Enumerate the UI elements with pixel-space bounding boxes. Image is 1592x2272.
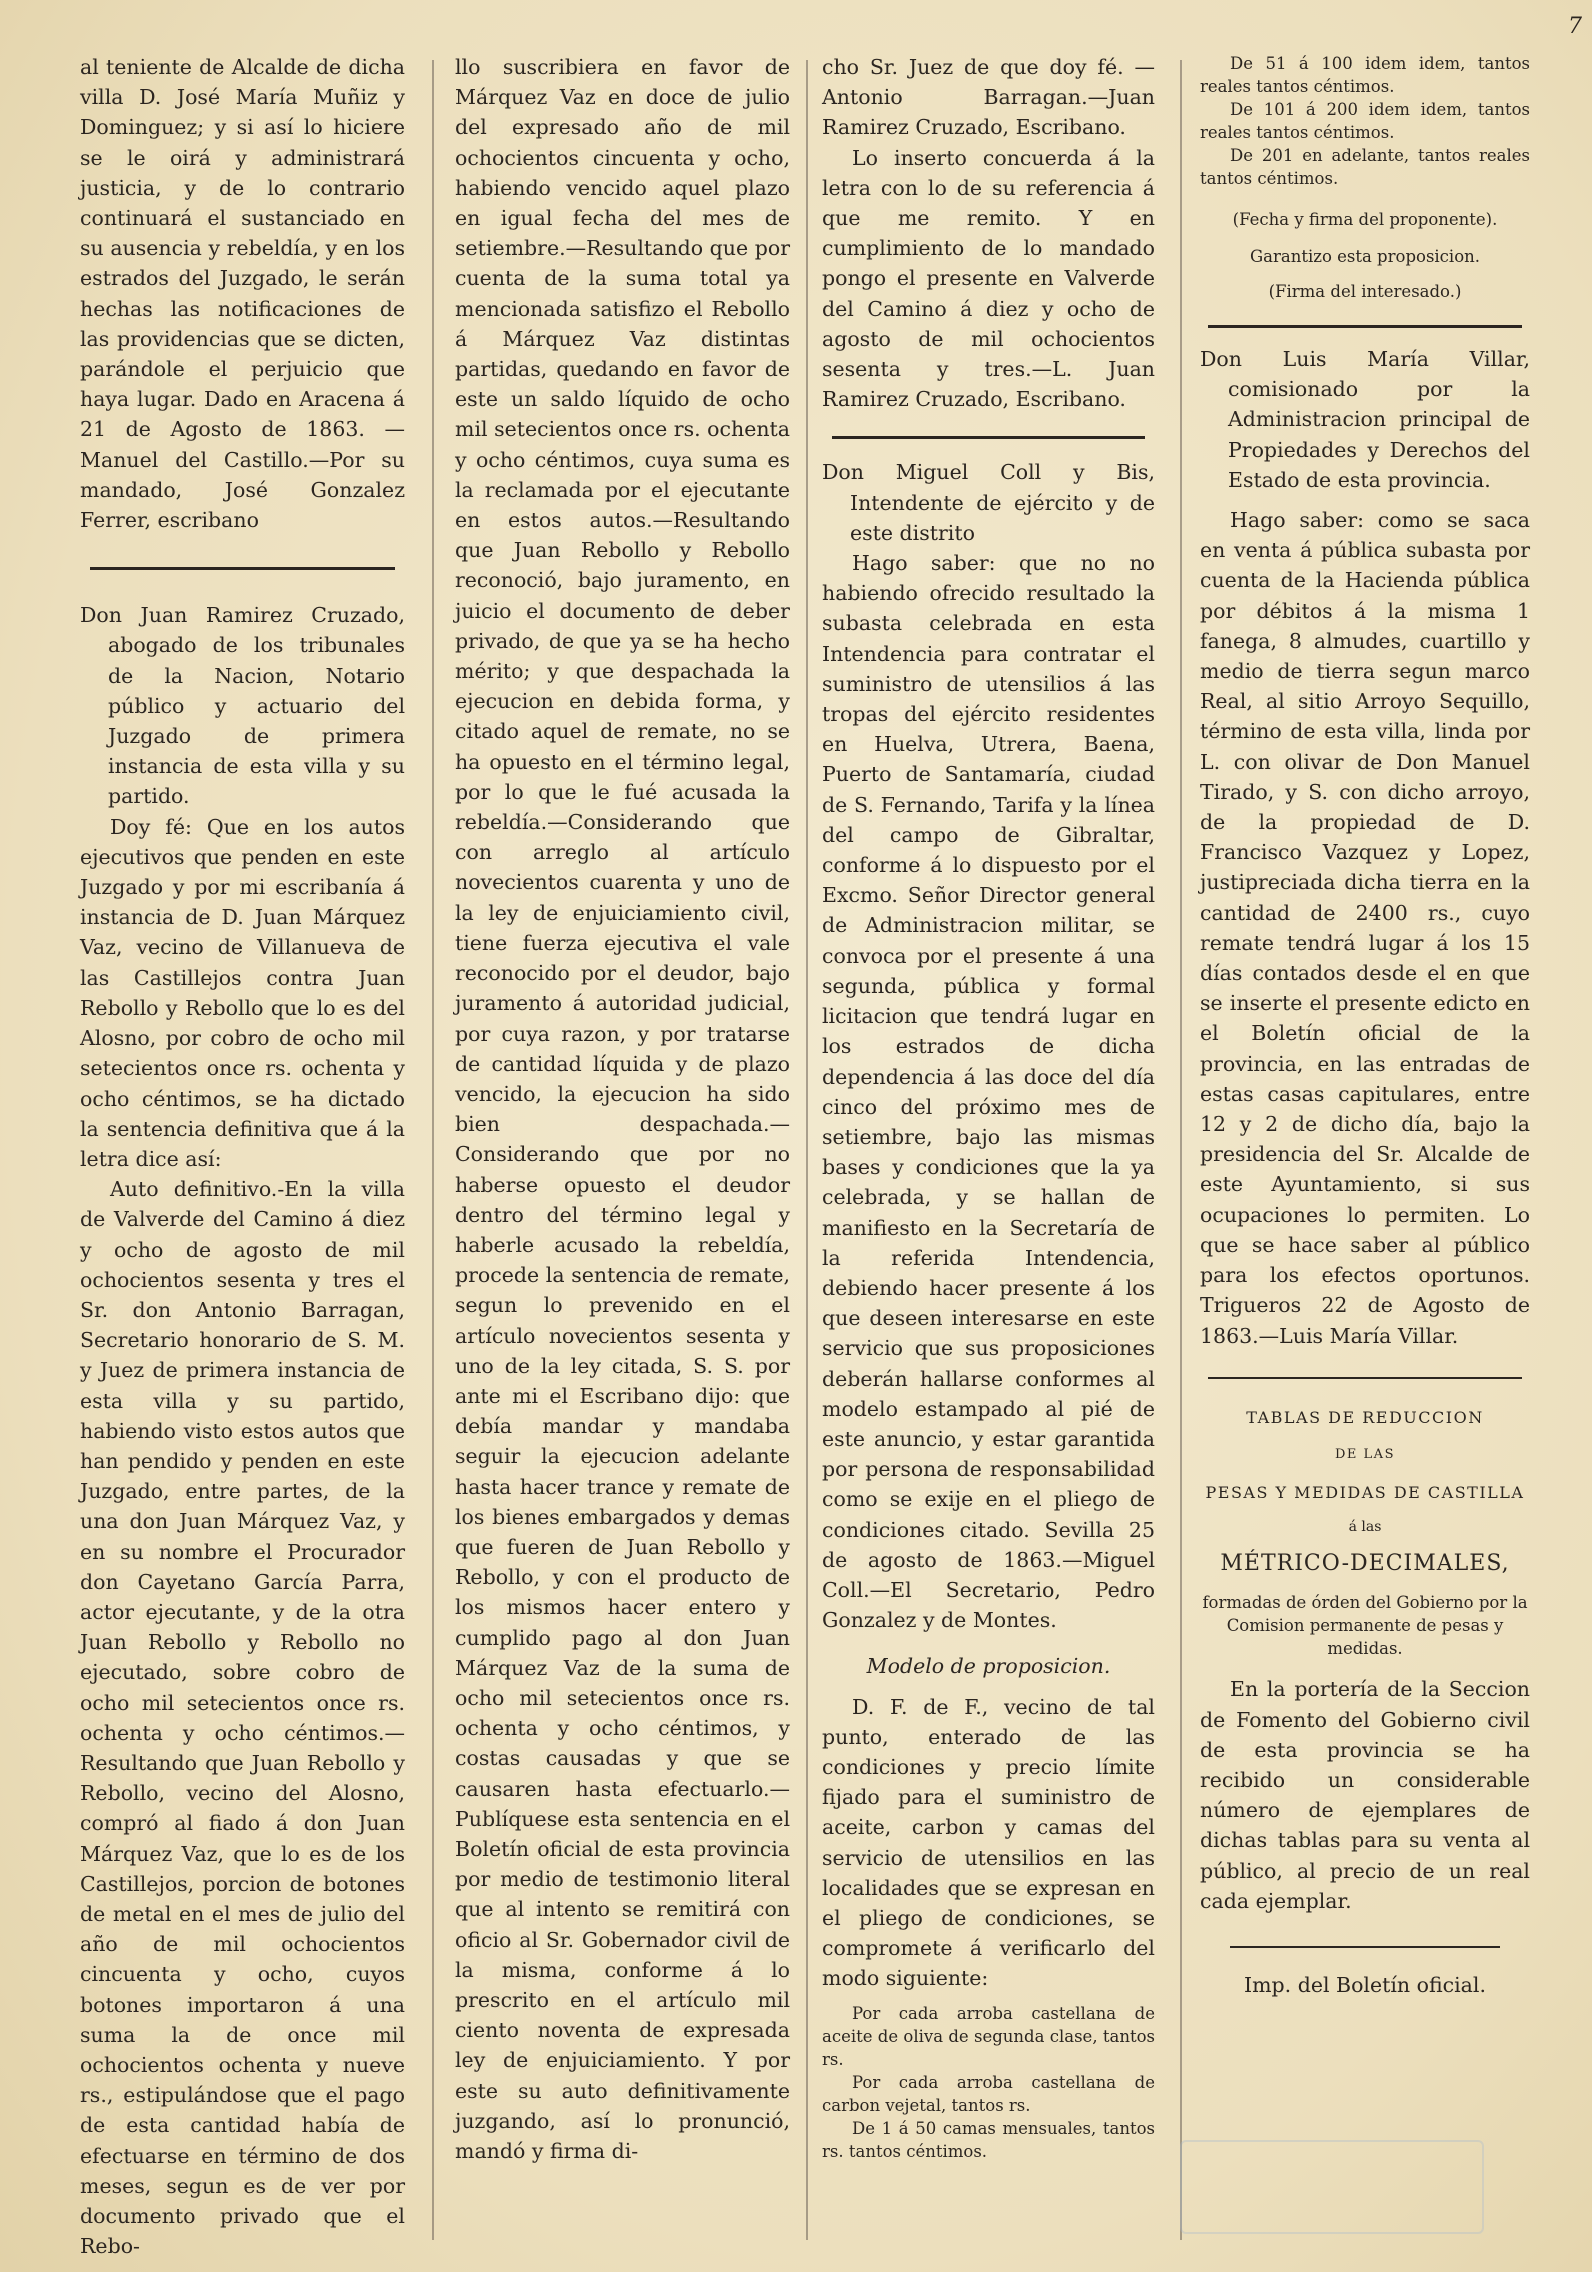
divider [1208,1377,1522,1379]
auto-definitivo-paragraph: Auto definitivo.-En la villa de Valverde del Camino á diez y ocho de agosto de mil ochocientos sesenta y tres el Sr. don Antonio Barragan, Secretario honorario de S. M. y Juez de primera instancia de esta villa y su partido, habiendo visto estos autos que han pendido y penden en este Juzgado, entre partes, de la una don Juan Márquez Vaz, y en su nombre el Procurador don Cayetano García Parra, actor ejecutante, y de la otra Juan Rebollo y Rebollo no ejecutado, sobre cobro de ocho mil setecientos once rs. ochenta y ocho céntimos.—Resultando que Juan Rebollo y Rebollo, vecino del Alosno, compró al fiado á don Juan Márquez Vaz, que lo es de los Castillejos, porcion de botones de metal en el mes de julio del año de mil ochocientos cincuenta y ocho, cuyos botones importaron á una suma la de once mil ochocientos ochenta y nueve rs., estipulándose que el pago de esta cantidad había de efectuarse en término de dos meses, segun es de ver por documento privado que el Rebo- [80,1177,405,2259]
divider [1208,325,1522,328]
page-number: 7 [1568,14,1582,39]
rate-item: Por cada arroba castellana de carbon vejetal, tantos rs. [822,2072,1155,2115]
rate-item: De 51 á 100 idem idem, tantos reales tantos céntimos. [1200,54,1530,96]
column-1 [80,52,405,2261]
formadas-orden: formadas de órden del Gobierno por la Comision permanente de pesas y medidas. [1202,1593,1528,1659]
rate-item: Por cada arroba castellana de aceite de oliva de segunda clase, tantos rs. [822,2003,1155,2069]
divider [90,567,395,570]
rate-item: De 101 á 200 idem idem, tantos reales tantos céntimos. [1200,100,1530,142]
rate-item: De 201 en adelante, tantos reales tantos céntimos. [1200,146,1530,188]
model-body: D. F. de F., vecino de tal punto, enterado de las condiciones y precio límite fijado para el suministro de aceite, carbon y camas del servicio de utensilios en las localidades que se expresan en el pliego de condiciones, se compromete á verificarlo del modo siguiente: [822,1694,1155,1991]
rate-item: De 1 á 50 camas mensuales, tantos rs. tantos céntimos. [822,2118,1155,2161]
de-las: DE LAS [1335,1446,1395,1462]
edict-ending: al teniente de Alcalde de dicha villa D. José María Muñiz y Dominguez; y si así lo hiciere se le oirá y administrará justicia, y de lo contrario continuará el sustanciado en su ausencia y rebeldía, y en los estrados del Juzgado, le serán hechas las notificaciones de las providencias que se dicten, parándole el perjuicio que haya lugar. Dado en Aracena á 21 de Agosto de 1863. —Manuel del Castillo.—Por su mandado, José Gonzalez Ferrer, escribano [80,55,405,533]
intendente-heading: Don Miguel Coll y Bis, Intendente de ejército y de este distrito [822,460,1155,545]
rates-list-continued [1200,52,1530,190]
metrico-decimales: MÉTRICO-DECIMALES, [1220,1551,1510,1577]
firma-interesado: (Firma del interesado.) [1268,282,1462,301]
column-rule-3 [1180,60,1182,2240]
column-rule-1 [432,60,434,2240]
divider [832,436,1145,439]
subasta-notice: Hago saber: que no no habiendo ofrecido resultado la subasta celebrada en esta Intendencia para contratar el suministro de utensilios á las tropas del ejército residentes en Huelva, Utrera, Baena, Puerto de Santamaría, ciudad de S. Fernando, Tarifa y la línea del campo de Gibraltar, conforme á lo dispuesto por el Excmo. Señor Director general de Administracion militar, se convoca por el presente á una segunda, pública y formal licitacion que tendrá lugar en los estrados de dicha dependencia á las doce del día cinco del próximo mes de setiembre, bajo las mismas bases y condiciones que la ya celebrada, y se hallan de manifiesto en la Secretaría de la referida Intendencia, debiendo hacer presente á los que deseen interesarse en este servicio que sus proposiciones deberán hallarse conformes al modelo estampado al pié de este anuncio, y estar garantida por persona de responsabilidad como se exije en el pliego de condiciones citado. Sevilla 25 de agosto de 1863.—Miguel Coll.—El Secretario, Pedro Gonzalez y de Montes. [822,551,1155,1633]
pesas-medidas: PESAS Y MEDIDAS DE CASTILLA [1205,1482,1525,1502]
tablas-title: TABLAS DE REDUCCION [1246,1407,1484,1427]
concordance-paragraph: Lo inserto concuerda á la letra con lo de su referencia á que me remito. Y en cumplimiento de lo mandado pongo el presente en Valverde del Camino á diez y ocho de agosto de mil ochocientos sesenta y tres.—L. Juan Ramirez Cruzado, Escribano. [822,145,1155,412]
notice-heading: Don Juan Ramirez Cruzado, abogado de los tribunales de la Nacion, Notario público y actuario del Juzgado de primera instancia de esta villa y su partido. [80,603,405,809]
doy-fe-paragraph: Doy fé: Que en los autos ejecutivos que penden en este Juzgado y por mi escribanía á instancia de D. Juan Márquez Vaz, vecino de Villanueva de las Castillejos contra Juan Rebollo y Rebollo que lo es del Alosno, por cobro de ocho mil setecientos once rs. ochenta y ocho céntimos, se ha dictado la sentencia definitiva que á la letra dice así: [80,814,405,1171]
column-rule-2 [806,60,808,2240]
column-4 [1200,52,1530,2000]
comisionado-heading: Don Luis María Villar, comisionado por la Administracion principal de Propiedades y Derechos del Estado de esta provincia. [1200,347,1530,492]
fecha-firma: (Fecha y firma del proponente). [1232,210,1498,229]
porteria-paragraph: En la portería de la Seccion de Fomento del Gobierno civil de esta provincia se ha recibido un considerable número de ejemplares de dichas tablas para su venta al público, al precio de un real cada ejemplar. [1200,1677,1530,1913]
library-stamp-watermark [1180,2140,1484,2234]
column-3 [822,52,1155,2163]
a-las: á las [1348,1519,1382,1536]
model-title: Modelo de proposicion. [866,1654,1111,1679]
column-2 [455,52,790,2166]
garantizo: Garantizo esta proposicion. [1249,247,1481,266]
auto-continued: llo suscribiera en favor de Márquez Vaz en doce de julio del expresado año de mil ochocientos cincuenta y ocho, habiendo vencido aquel plazo en igual fecha del mes de setiembre.—Resultando que por cuenta de la suma total ya mencionada satisfizo el Rebollo á Márquez Vaz distintas partidas, quedando en favor de este un saldo líquido de ocho mil setecientos once rs. ochenta y ocho céntimos, cuya suma es la reclamada por el ejecutante en estos autos.—Resultando que Juan Rebollo y Rebollo reconoció, bajo juramento, en juicio el documento de deber privado, de que ya se ha hecho mérito; y que despachada la ejecucion en debida forma, y citado aquel de remate, no se ha opuesto en el término legal, por lo que le fué acusada la rebeldía.—Considerando que con arreglo al artículo novecientos cuarenta y uno de la ley de enjuiciamiento civil, tiene fuerza ejecutiva el vale reconocido por el deudor, bajo juramento á autoridad judicial, por cuya razon, y por tratarse de cantidad líquida y de plazo vencido, la ejecucion ha sido bien despachada.—Considerando que por no haberse opuesto el deudor dentro del término legal y haberle acusado la rebeldía, procede la sentencia de remate, segun lo prevenido en el artículo novecientos sesenta y uno de la ley citada, S. S. por ante mi el Escribano dijo: que debía mandar y mandaba seguir la ejecucion adelante hasta hacer trance y remate de los bienes embargados y demas que fueren de Juan Rebollo y Rebollo, y con el producto de los mismos hacer entero y cumplido pago al don Juan Márquez Vaz de la suma de ocho mil setecientos once rs. ochenta y ocho céntimos, y costas causadas y que se causaren hasta efectuarlo.—Publíquese esta sentencia en el Boletín oficial de esta provincia por medio de testimonio literal que al intento se remitirá con oficio al Sr. Gobernador civil de la misma, conforme á lo prescrito en el artículo mil ciento noventa de expresada ley de enjuiciamiento. Y por este su auto definitivamente juzgando, así lo pronunció, mandó y firma di- [455,55,790,2164]
rates-list [822,2002,1155,2163]
venta-notice: Hago saber: como se saca en venta á pública subasta por cuenta de la Hacienda pública por débitos á la misma 1 fanega, 8 almudes, cuartillo y medio de tierra segun marco Real, al sitio Arroyo Sequillo, término de esta villa, linda por L. con olivar de Don Manuel Tirado, y S. con dicho arroyo, de la propiedad de D. Francisco Vazquez y Lopez, justipreciada dicha tierra en la cantidad de 2400 rs., cuyo remate tendrá lugar á los 15 días contados desde el en que se inserte el presente edicto en el Boletín oficial de la provincia, en las entradas de estas casas capitulares, entre 12 y 2 de dicho día, bajo la presidencia del Sr. Alcalde de este Ayuntamiento, si sus ocupaciones lo permiten. Lo que se hace saber al público para los efectos oportunos. Trigueros 22 de Agosto de 1863.—Luis María Villar. [1200,508,1530,1348]
imprenta-credit: Imp. del Boletín oficial. [1244,1972,1486,1997]
divider [1230,1946,1500,1948]
auto-end: cho Sr. Juez de que doy fé. —Antonio Barragan.—Juan Ramirez Cruzado, Escribano. [822,55,1155,140]
